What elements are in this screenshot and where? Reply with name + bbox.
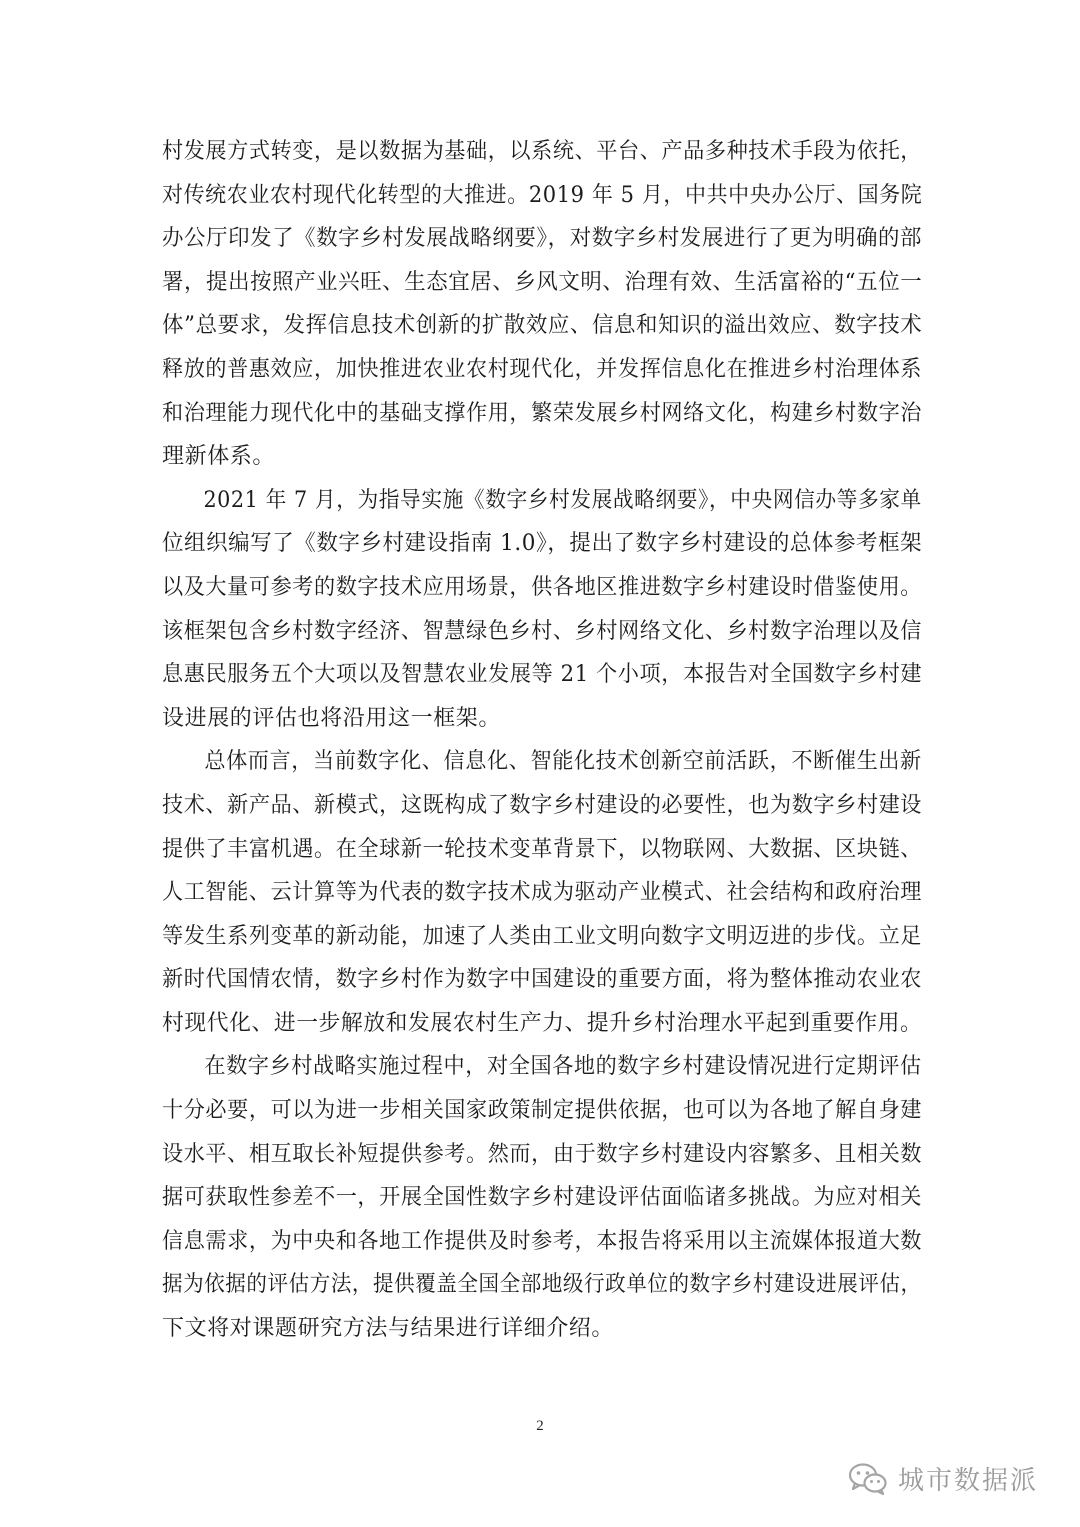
body-text — [162, 130, 922, 1351]
watermark — [848, 1460, 1038, 1497]
text-line: 设进展的评估也将沿用这一框架。 — [162, 705, 502, 731]
text-line: 息惠民服务五个大项以及智慧农业发展等 21 个小项，本报告对全国数字乡村建 — [162, 662, 923, 688]
text-line: 体”总要求，发挥信息技术创新的扩散效应、信息和知识的溢出效应、数字技术 — [162, 313, 923, 339]
text-line: 2021 年 7 月，为指导实施《数字乡村发展战略纲要》，中央网信办等多家单 — [203, 487, 922, 513]
text-line: 十分必要，可以为进一步相关国家政策制定提供依据，也可以为各地了解自身建 — [162, 1098, 923, 1124]
text-line: 以及大量可参考的数字技术应用场景，供各地区推进数字乡村建设时借鉴使用。 — [162, 574, 923, 600]
watermark-text: 城市数据派 — [897, 1466, 1038, 1496]
text-line: 对传统农业农村现代化转型的大推进。2019 年 5 月，中共中央办公厅、国务院 — [162, 182, 923, 208]
text-line: 信息需求，为中央和各地工作提供及时参考，本报告将采用以主流媒体报道大数 — [162, 1228, 923, 1254]
paragraph — [162, 130, 922, 479]
paragraph — [162, 740, 922, 1045]
wechat-icon — [848, 1462, 888, 1496]
text-line: 总体而言，当前数字化、信息化、智能化技术创新空前活跃，不断催生出新 — [204, 749, 922, 775]
text-line: 该框架包含乡村数字经济、智慧绿色乡村、乡村网络文化、乡村数字治理以及信 — [162, 618, 923, 644]
text-line: 和治理能力现代化中的基础支撑作用，繁荣发展乡村网络文化，构建乡村数字治 — [162, 400, 923, 426]
text-line: 新时代国情农情，数字乡村作为数字中国建设的重要方面，将为整体推动农业农 — [162, 967, 923, 993]
text-line: 办公厅印发了《数字乡村发展战略纲要》，对数字乡村发展进行了更为明确的部 — [162, 226, 923, 252]
paragraph — [162, 1045, 922, 1350]
text-line: 下文将对课题研究方法与结果进行详细介绍。 — [162, 1316, 615, 1342]
text-line: 提供了丰富机遇。在全球新一轮技术变革背景下，以物联网、大数据、区块链、 — [162, 836, 923, 862]
text-line: 设水平、相互取长补短提供参考。然而，由于数字乡村建设内容繁多、且相关数 — [162, 1141, 923, 1167]
text-line: 理新体系。 — [162, 444, 276, 470]
text-line: 据为依据的评估方法，提供覆盖全国全部地级行政单位的数字乡村建设进展评估， — [162, 1272, 922, 1298]
text-line: 据可获取性参差不一，开展全国性数字乡村建设评估面临诸多挑战。为应对相关 — [162, 1185, 923, 1211]
text-line: 位组织编写了《数字乡村建设指南 1.0》，提出了数字乡村建设的总体参考框架 — [162, 531, 923, 557]
text-line: 释放的普惠效应，加快推进农业农村现代化，并发挥信息化在推进乡村治理体系 — [162, 356, 923, 382]
text-line: 人工智能、云计算等为代表的数字技术成为驱动产业模式、社会结构和政府治理 — [162, 880, 923, 906]
page-number: 2 — [536, 1418, 544, 1434]
text-line: 等发生系列变革的新动能，加速了人类由工业文明向数字文明迈进的步伐。立足 — [162, 923, 923, 949]
text-line: 村发展方式转变，是以数据为基础，以系统、平台、产品多种技术手段为依托， — [162, 139, 923, 164]
text-line: 技术、新产品、新模式，这既构成了数字乡村建设的必要性，也为数字乡村建设 — [162, 792, 923, 818]
text-line: 村现代化、进一步解放和发展农村生产力、提升乡村治理水平起到重要作用。 — [162, 1010, 923, 1036]
paragraph — [162, 479, 922, 741]
text-line: 署，提出按照产业兴旺、生态宜居、乡风文明、治理有效、生活富裕的“五位一 — [162, 269, 923, 295]
text-line: 在数字乡村战略实施过程中，对全国各地的数字乡村建设情况进行定期评估 — [204, 1054, 922, 1080]
